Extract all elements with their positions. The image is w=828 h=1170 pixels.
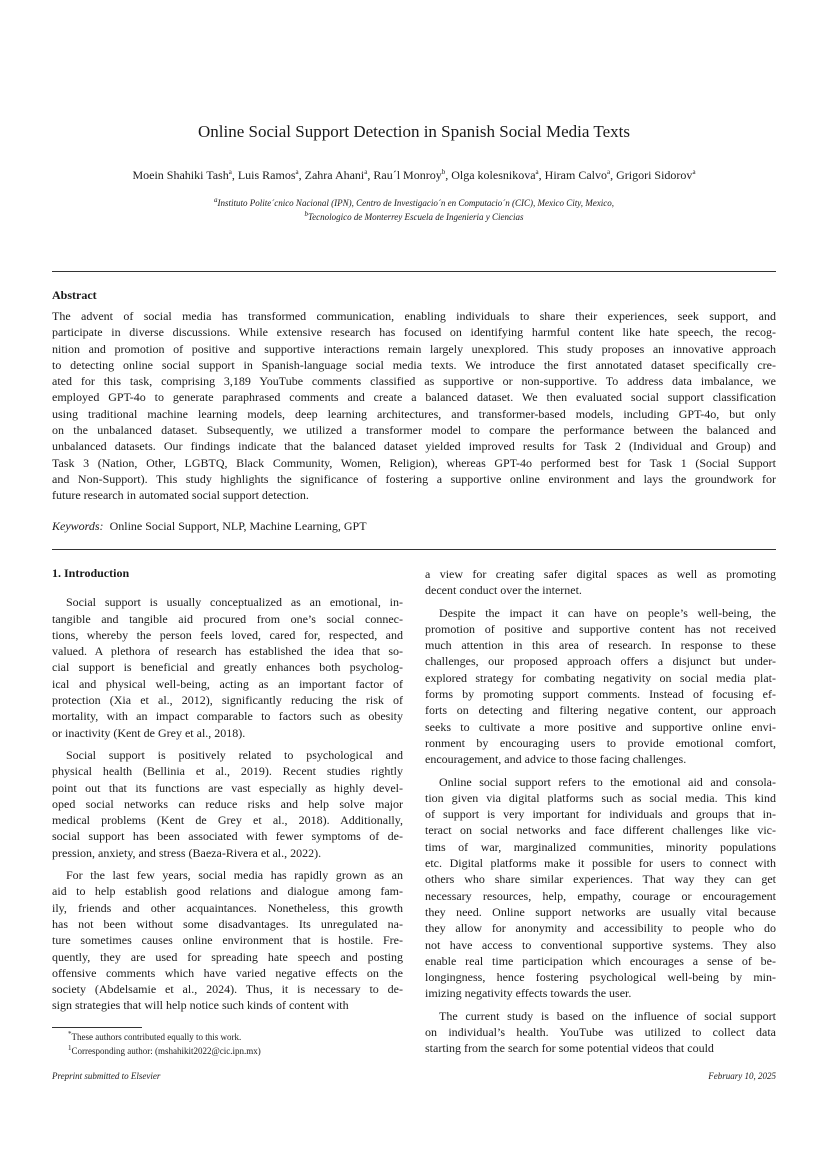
text-line: tangible and tangible aid procured from one’s social connec- [52,611,403,626]
text-line: aid to help establish good relations and dialogue among fam- [52,884,403,899]
text-line: of support is very important for individuals and groups that in- [425,807,776,822]
text-line: ical and physical well-being, acting as an important factor of [52,676,403,691]
affiliation-text: Instituto Polite´cnico Nacional (IPN), Centro de Investigacio´n en Computacio´n (CIC), Mexico City, Mexico, [217,198,615,208]
paper-title: Online Social Support Detection in Spanish Social Media Texts [198,122,630,141]
text-line: The current study is based on the influence of social support [439,1008,776,1023]
text-line: or inactivity (Kent de Grey et al., 2018). [52,725,246,740]
affiliation-text: Tecnologico de Monterrey Escuela de Ingenieria y Ciencias [307,212,524,222]
text-line: starting from the search for some potential videos that could [425,1041,714,1056]
footnote-text: These authors contributed equally to this work. [71,1032,242,1042]
text-line: promotion of positive and supportive content has not received [425,621,776,636]
footnote-text: Corresponding author: (mshahikit2022@cic.ipn.mx) [71,1046,261,1056]
text-line: sign strategies that will help notice such kinds of content with [52,998,349,1013]
text-line: tions, whereby the person feels loved, cared for, respected, and [52,627,403,642]
text-line: Online social support refers to the emotional aid and consola- [439,774,776,789]
left-paragraphs [52,594,403,1013]
footnote-mark: 1 [68,1044,72,1052]
keywords-label: Keywords: [52,519,104,533]
author-affiliation-mark: a [364,168,368,176]
text-line: medical problems (Kent de Grey et al., 2018). Additionally, [52,813,403,828]
text-line: tion given via digital platforms such as social media. This kind [425,790,776,805]
abstract-line: and Non-Support). This study highlights the significance of fostering a supportive online environment and lays the groundwork for [52,471,776,486]
left-column [52,566,403,1014]
author-affiliation-mark: a [295,168,299,176]
affiliation-a [0,198,828,208]
text-line: mortality, with an impact comparable to factors such as obesity [52,709,403,724]
text-line: oped social networks can reduce risks and help solve major [52,796,403,811]
abstract-line: participate in diverse discussions. While extensive research has focused on identifying harmful content like hate speech, the recog- [52,325,776,340]
abstract-heading: Abstract [52,288,97,302]
text-line: seeks to cultivate a more positive and supportive online envi- [425,719,776,734]
text-line: they need. Online support networks are usually vital because [425,904,776,919]
text-line: a view for creating safer digital spaces as well as promoting [425,567,776,581]
text-line: explored strategy for combating negativity on social media plat- [425,670,776,685]
footer-date: February 10, 2025 [708,1071,776,1081]
author-name: Moein Shahiki Tash [132,168,229,182]
abstract-line: on the unbalanced dataset. Subsequently, we utilized a transformer model to compare the performance between the balanced and [52,423,776,438]
text-line: on individual’s health. YouTube was utilized to collect data [425,1025,776,1040]
text-line: protection (Xia et al., 2012), significantly reducing the risk of [52,693,403,708]
affiliation-mark: b [304,210,308,218]
abstract-line: ated for this task, comprising 3,189 YouTube comments classified as supportive or non-supportive. To address data imbalance, we [52,374,776,389]
text-line: social support has been associated with fewer symptoms of de- [52,829,403,844]
text-line: not have access to conventional supportive systems. They also [425,937,776,952]
text-line: tims of war, marginalized communities, minority populations [425,839,776,854]
footer-preprint: Preprint submitted to Elsevier [52,1071,161,1081]
text-line: Social support is usually conceptualized as an emotional, in- [66,595,403,610]
paragraph [425,566,776,599]
text-line: others who share similar experiences. That way they can get [425,872,776,887]
author-list: Moein Shahiki Tash$^a$, Luis Ramos$^a$, Zahra Ahani$^a$, Rau´l Monroy$^b$, Olga kolesnikova$^a$, Hiram Calvo$^a$, Grigori Sidorov$^a$ [132,168,696,182]
text-line: point out that its functions are vast especially as highly devel- [52,780,403,795]
text-line: For the last few years, social media has rapidly grown as an [66,868,403,883]
footnote-2 [68,1046,261,1056]
abstract-line: future research in automated social support detection. [52,488,309,503]
author-affiliation-mark: a [692,168,696,176]
text-line: enable real time participation which encourages a sense of be- [425,953,776,968]
text-line: necessary resources, help, empathy, courage or encouragement [425,888,776,903]
text-line: quently, they are used for spreading hate speech and posting [52,949,403,964]
keywords-text: Online Social Support, NLP, Machine Learning, GPT [109,519,367,533]
text-line: decent conduct over the internet. [425,583,582,598]
author-name: Rau´l Monroy [373,168,442,182]
author-affiliation-mark: a [606,168,611,176]
text-line: much attention in this area of research. In response to these [425,638,776,653]
text-line: has not been without some disadvantages. Its unregulated na- [52,916,403,931]
text-line: valued. A plethora of research has established the idea that so- [52,644,403,659]
text-line: etc. Digital platforms make it possible for users to connect with [425,856,776,871]
author-name: Grigori Sidorov [616,168,693,182]
text-line: ily, friends and other acquaintances. Nonetheless, this growth [52,900,403,915]
abstract-body [52,308,776,504]
paragraph [52,867,403,1014]
paragraph [425,774,776,1002]
abstract-line: to detecting online social support in Spanish-language social media texts. We introduce the first annotated dataset specifically cre- [52,357,776,372]
abstract-line: nition and promotion of positive and supportive interactions remain largely unexplored. This study proposes an innovative approach [52,341,776,356]
text-line: forts on detecting and filtering negative content, our approach [425,703,776,718]
section-heading: 1. Introduction [52,566,130,580]
text-line: society (Abdelsamie et al., 2024). Thus, it is necessary to de- [52,982,403,997]
text-line: encouragement, and advice to those facing challenges. [425,752,687,767]
divider-top [52,271,776,272]
text-line: offensive comments which have varied negative effects on the [52,965,403,980]
text-line: Social support is positively related to psychological and [66,747,403,762]
abstract-line: The advent of social media has transformed communication, enabling individuals to share their experiences, seek support, and [52,309,776,323]
author-affiliation-mark: a [535,168,539,176]
paragraph [425,1008,776,1057]
footnote-divider [52,1027,142,1028]
author-name: Hiram Calvo [544,168,607,182]
paragraph [425,605,776,768]
author-name: Luis Ramos [237,168,296,182]
paragraph [52,594,403,741]
text-line: forms by promoting support comments. Instead of focusing ef- [425,687,776,702]
text-line: longingness, hence fostering psychological well-being by min- [425,970,776,985]
text-line: challenges, our proposed approach offers a disjunct but under- [425,654,776,669]
author-affiliation-mark: b [441,168,446,176]
text-line: teract on social networks and face different challenges like vic- [425,823,776,838]
text-line: Despite the impact it can have on people’s well-being, the [439,605,776,620]
text-line: cial support is beneficial and greatly enhances both psycholog- [52,660,403,675]
text-line: imizing negativity effects towards the user. [425,986,632,1001]
author-affiliation-mark: a [228,168,232,176]
right-column [425,566,776,1057]
text-line: ronment by encouraging users to provide emotional comfort, [425,735,776,750]
abstract-line: Task 3 (Nation, Other, LGBTQ, Black Community, Women, Religion), whereas GPT-4o performed best for Task 1 (Social Support [52,455,776,470]
footnote-mark: * [68,1030,72,1038]
affiliation-mark: a [213,196,218,204]
author-name: Olga kolesnikova [451,168,536,182]
author-name: Zahra Ahani [304,168,365,182]
footnote-1 [68,1032,241,1042]
abstract-line: employed GPT-4o to generate paraphrased comments and create a balanced dataset. We then evaluated social support classification [52,390,776,405]
right-paragraphs [425,566,776,1057]
text-line: pression, anxiety, and stress (Baeza-Rivera et al., 2022). [52,845,322,860]
divider-bottom [52,549,776,550]
text-line: they allow for anonymity and accessibility to people who do [425,921,776,936]
abstract-line: unbalanced datasets. Our findings indicate that the balanced dataset yielded improved results for Task 2 (Individual and Group) and [52,439,776,454]
text-line: ture sometimes causes online environment that is hostile. Fre- [52,933,403,948]
abstract-line: using traditional machine learning models, deep learning architectures, and transformer-based models, including GPT-4o, but only [52,406,776,421]
paragraph [52,747,403,861]
keywords [52,519,367,534]
text-line: physical health (Bellinia et al., 2019). Recent studies rightly [52,764,403,779]
affiliation-b [0,212,828,222]
